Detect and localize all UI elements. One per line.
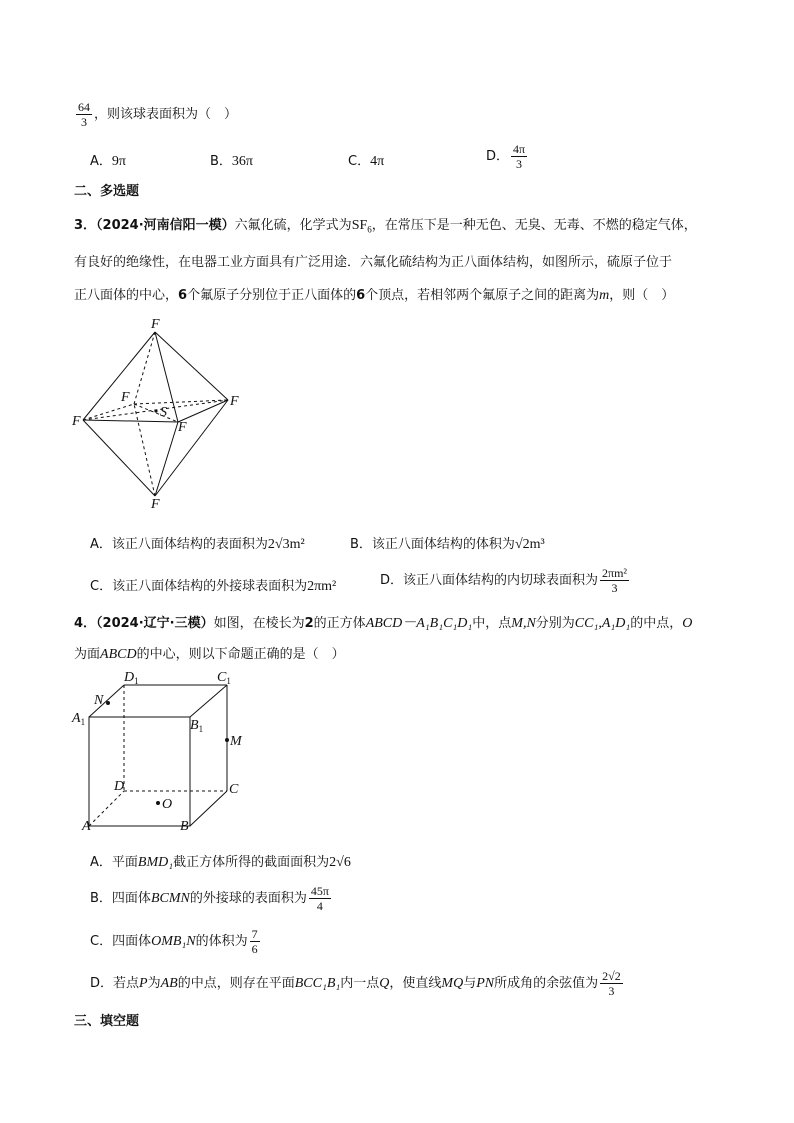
cube-label-o: O [162,797,173,812]
q3-option-a[interactable]: A．该正八面体结构的表面积为2√3m² [90,537,305,552]
cube-label-d: D [114,779,125,794]
q3-line-3: 正八面体的中心，6个氟原子分别位于正八面体的6个顶点，若相邻两个氟原子之间的距离为m，则（ ） [74,288,675,303]
cube-label-b1: $B_1$ [190,718,204,734]
vertex-label-bottom: F [151,497,160,512]
q4-option-d[interactable]: D．若点P为AB的中点，则存在平面BCC₁B₁内一点Q，使直线MQ与PN所成角的余弦值为 $\frac{2√2}{3}$ [90,969,621,998]
q2-stem [74,100,237,129]
q2-option-d[interactable]: D． $\frac{4\pi}{3}$ [486,142,526,171]
q4-option-a[interactable]: A．平面BMD₁截正方体所得的截面面积为2√6 [90,855,351,870]
q4-option-b[interactable]: B．四面体BCMN的外接球的表面积为 $\frac{45\pi}{4}$ [90,884,329,913]
q2-option-a[interactable]: A．9π [90,154,126,169]
cube-label-c1: $C_1$ [217,670,231,686]
section-heading-multi-choice: 二、多选题 [74,184,140,199]
q4-line-2: 为面ABCD的中心，则以下命题正确的是（ ） [74,647,345,662]
q2-option-c[interactable]: C．4π [348,154,385,169]
cube-label-m: M [230,734,242,749]
q3-option-d[interactable]: D．该正八面体结构的内切球表面积为 $\frac{\text{2πm²}}{3}$ [380,566,628,595]
cube-label-d1: $D_1$ [124,670,139,686]
center-label-s: S [160,405,167,420]
cube-label-b: B [180,819,189,834]
vertex-label-back: F [121,390,130,405]
q3-line-1: 3．（2024·河南信阳一模）六氟化硫，化学式为$SF_6$，在常压下是一种无色、无臭、无毒、不燃的稳定气体， [74,218,697,235]
q4-line-1: 4．（2024·辽宁·三模）如图，在棱长为2的正方体ABCD－A₁B₁C₁D₁中，点M,N分别为CC₁,A₁D₁的中点，O [74,616,693,631]
cube-label-a: A [82,819,91,834]
q3-option-b[interactable]: B．该正八面体结构的体积为√2m³ [350,537,545,552]
cube-label-n: N [94,693,104,708]
q2-fraction: $\frac{64}{3}$ [78,100,90,129]
q2-question-text: ，则该球表面积为（ ） [94,107,238,122]
cube-label-c: C [229,782,239,797]
q4-option-c[interactable]: C．四面体OMB₁N的体积为 $\frac{7}{6}$ [90,927,258,956]
vertex-label-front: F [178,420,187,435]
cube-label-a1: $A_1$ [72,711,86,727]
q2-option-b[interactable]: B．36π [210,154,253,169]
q3-option-c[interactable]: C．该正八面体结构的外接球表面积为2πm² [90,579,337,594]
section-heading-fill-in: 三、填空题 [74,1014,140,1029]
octahedron-figure [60,312,260,512]
vertex-label-left: F [72,414,81,429]
vertex-label-right: F [230,394,239,409]
vertex-label-top: F [151,317,160,332]
cube-figure [66,668,256,838]
q3-line-2: 有良好的绝缘性，在电器工业方面具有广泛用途．六氟化硫结构为正八面体结构，如图所示，硫原子位于 [74,255,673,270]
